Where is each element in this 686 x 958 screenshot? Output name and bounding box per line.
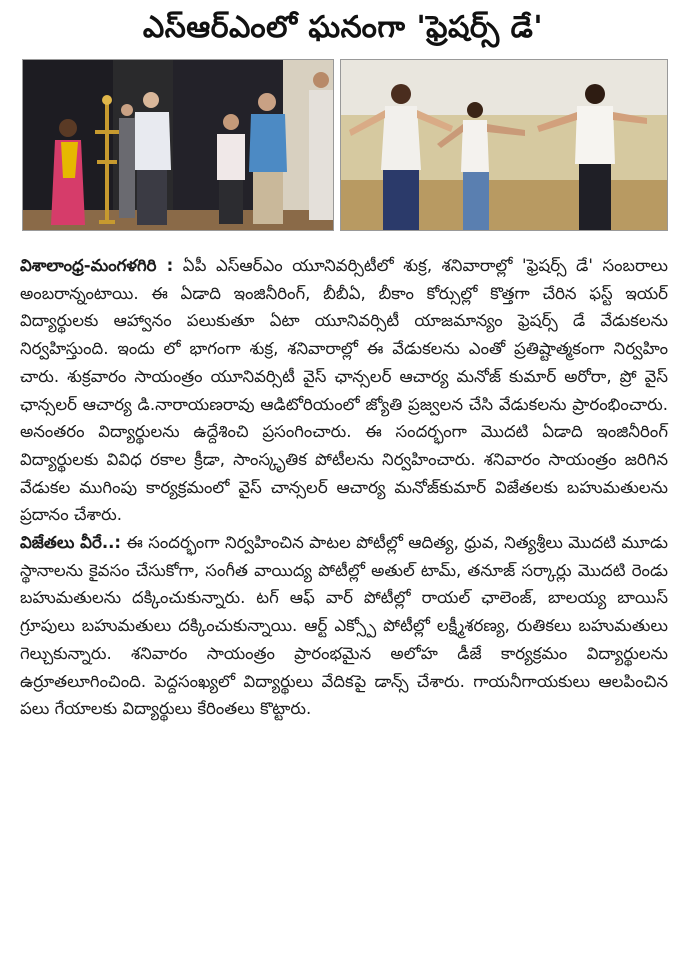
paragraph-2-text: ఈ సందర్భంగా నిర్వహించిన పాటల పోటీల్లో ఆదిత్య, ధ్రువ, నిత్యశ్రీలు మొదటి మూడు స్థానాలను కైవసం చేసుకోగా, సంగీత వాయిద్య పోటీల్లో అతుల్ టామ్, తనూజ్ సర్కార్లు మొదటి రెండు బహుమతులను దక్కించుకున్నారు. టగ్ ఆఫ్ వార్ పోటీల్లో రాయల్ ఛాలెంజ్, బాలయ్య బాయిస్ గ్రూపులు బహుమతులు దక్కించుకున్నాయి. ఆర్ట్ ఎక్స్పో పోటీల్లో లక్ష్మీశరణ్య, రుతికలు బహుమతులు గెల్చుకున్నారు. శనివారం సాయంత్రం ప్రారంభమైన అలోహ డీజే కార్యక్రమం విద్యార్థులను ఉర్రూతలూగించింది. పెద్దసంఖ్యలో విద్యార్థులు వేదికపై డాన్స్ చేశారు. గాయనీగాయకులు ఆలపించిన పలు గేయాలకు విద్యార్థులు కేరింతలు కొట్టారు.: [20, 533, 668, 719]
lamp-lighting-ceremony-photo: [22, 59, 334, 231]
winners-subhead: విజేతలు వీరే..:: [20, 533, 122, 553]
dateline: విశాలాంధ్ర-మంగళగిరి :: [20, 256, 174, 275]
headline: ఎస్ఆర్ఎంలో ఘనంగా 'ఫ్రెషర్స్ డే': [142, 10, 544, 45]
paragraph-1-text: ఏపీ ఎస్ఆర్ఎం యూనివర్సిటీలో శుక్ర, శనివారాల్లో 'ఫ్రెషర్స్ డే' సంబరాలు అంబరాన్నంటాయి. ఈ ఏడాది ఇంజినీరింగ్, బీబీఏ, బీకాం కోర్సుల్లో కొత్తగా చేరిన ఫస్ట్ ఇయర్ విద్యార్థులకు ఆహ్వానం పలుకుతూ ఏటా యూనివర్సిటీ యాజమాన్యం ఫ్రెషర్స్ డే వేడుకలను నిర్వహిస్తుంది. ఇందు లో భాగంగా శుక్ర, శనివారాల్లో ఈ వేడుకలను ఎంతో ప్రతిష్టాత్మకంగా నిర్వహిం చారు. శుక్రవారం సాయంత్రం యూనివర్సిటీ వైస్ ఛాన్సలర్ ఆచార్య మనోజ్ కుమార్ అరోరా, ప్రో వైస్ ఛాన్సలర్ ఆచార్య డి.నారాయణరావు ఆడిటోరియంలో జ్యోతి ప్రజ్వలన చేసి వేడుకలను ప్రారంభించారు. అనంతరం విద్యార్థులను ఉద్దేశించి ప్రసంగించారు. ఈ సందర్భంగా మొదటి ఏడాది ఇంజినీరింగ్ విద్యార్థులకు వివిధ రకాల క్రీడా, సాంస్కృతిక పోటీలను నిర్వహించారు. శనివారం సాయంత్రం జరిగిన వేడుకల ముగింపు కార్యక్రమంలో వైస్ చాన్సలర్ ఆచార్య మనోజ్‌కుమార్ విజేతలకు బహుమతులను ప్రదానం చేశారు.: [20, 256, 669, 525]
article-body: [20, 252, 668, 723]
article-paragraph-2: [20, 529, 668, 723]
article-paragraph-1: [20, 252, 668, 529]
students-dance-performance-photo: [340, 59, 668, 231]
